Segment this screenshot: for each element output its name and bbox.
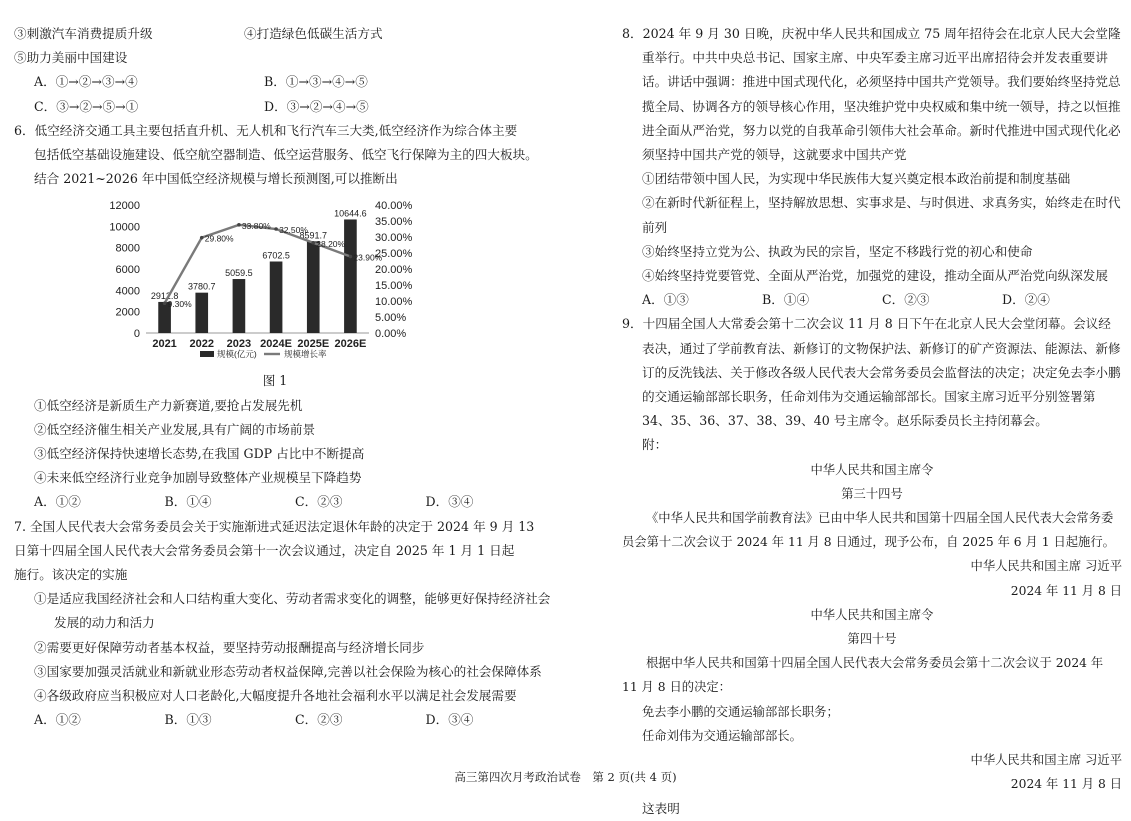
q6-item: ③低空经济保持快速增长态势,在我国 GDP 占比中不断提高 [34,446,365,462]
y-right-tick-label: 0.00% [375,328,407,341]
option: B．①④ [164,494,212,510]
bar-value-label: 2912.8 [150,291,179,302]
y-right-tick-label: 25.00% [375,248,413,261]
q5-item: ③刺激汽车消费提质升级 [14,26,153,41]
right-column [622,22,1122,821]
growth-rate-label: 9.30% [167,299,192,310]
decree-date: 2024 年 11 月 8 日 [1010,583,1122,598]
q5-item: ⑤助力美丽中国建设 [14,50,128,66]
y-left-tick-label: 0 [133,328,140,341]
y-left-tick-label: 12000 [109,200,140,213]
bar-value-label: 3780.7 [187,282,216,293]
q9-stem: 9．十四届全国人大常委会第十二次会议 11 月 8 日下午在北京人民大会堂闭幕。会议经表决，通过了学前教育法、新修订的文物保护法、新修订的矿产资源法、能源法、新修订的反洗钱法、关于修改各级人民代表大会常务委员会监督法的决定；决定免去李小鹏的交通运输部部长职务，任命刘伟为交通运输部部长。国家主席习近平分别签署第 34、35、36、37、38、39、40 号主席令。赵乐际委员长主持闭幕会。 [622,316,1121,429]
option: A．①→②→③→④ [34,74,138,90]
option: C．②③ [882,292,930,308]
growth-rate-point [163,302,167,306]
growth-rate-label: 23.90% [353,252,383,263]
figure-caption: 图 1 [262,373,288,389]
growth-rate-point [311,241,315,245]
y-right-tick-label: 10.00% [375,296,413,309]
legend-bar-swatch [200,351,214,357]
q6-stem: 包括低空基础设施建设、低空航空器制造、低空运营服务、低空飞行保障为主的四大板块。 [34,147,538,163]
q7-options [14,708,556,732]
q8-item: ①团结带领中国人民，为实现中华民族伟大复兴奠定根本政治前提和制度基础 [642,171,1071,187]
x-tick-label: 2026E [334,338,367,351]
y-right-tick-label: 15.00% [375,280,413,293]
q8-item: ③始终坚持立党为公、执政为民的宗旨，坚定不移践行党的初心和使命 [642,243,1033,259]
bar-value-label: 8591.7 [299,230,328,241]
q7-item: ①是适应我国经济社会和人口结构重大变化、劳动者需求变化的调整，能够更好保持经济社会发展的动力和活力 [34,591,551,631]
decree-number: 第四十号 [847,632,897,647]
q6-item: ②低空经济催生相关产业发展,具有广阔的市场前景 [34,421,316,437]
bar-value-label: 5059.5 [225,268,253,279]
q7-item: ②需要更好保障劳动者基本权益，要坚持劳动报酬提高与经济增长同步 [34,639,425,655]
x-tick-label: 2025E [297,338,330,351]
y-right-tick-label: 30.00% [375,232,413,245]
decree-title: 中华人民共和国主席令 [810,462,934,477]
option: C．②③ [295,494,343,510]
q9-tail: 这表明 [642,800,680,816]
decree-34 [622,458,1122,603]
legend-bar-label: 规模(亿元) [217,349,257,360]
q6-item: ④未来低空经济行业竞争加剧导致整体产业规模呈下降趋势 [34,470,362,486]
decree-date: 2024 年 11 月 8 日 [1010,777,1122,792]
q6-stem: 6．低空经济交通工具主要包括直升机、无人机和飞行汽车三大类,低空经济作为综合体主要 [14,122,518,138]
chart-container [94,191,439,369]
option: B．①→③→④→⑤ [264,74,368,90]
bar-scale [270,262,283,333]
decree-number: 第三十四号 [841,486,903,501]
q8-item: ②在新时代新征程上，坚持解放思想、实事求是、与时俱进、求真务实，始终走在时代前列 [642,195,1121,235]
attachment-label: 附： [642,437,668,453]
growth-rate-point [237,223,241,227]
bar-value-label: 6702.5 [262,250,290,261]
q7-item: ④各级政府应当积极应对人口老龄化,大幅度提升各地社会福利水平以满足社会发展需要 [34,688,517,704]
q7-stem: 7. 全国人民代表大会常务委员会关于实施渐进式延迟法定退休年龄的决定于 2024 年 9 月 13 [14,518,535,534]
q6-options [14,490,556,514]
bar-scale [344,220,357,334]
option: A．①② [34,712,81,728]
q5-options [14,95,556,119]
page-footer: 高三第四次月考政治试卷 第 2 页(共 4 页) [454,770,677,784]
q5-items-row [14,22,556,46]
decree-line: 免去李小鹏的交通运输部部长职务； [642,704,839,719]
option: C．②③ [295,712,343,728]
decree-body: 根据中华人民共和国第十四届全国人民代表大会常务委员会第十二次会议于 2024 年 11 月 8 日的决定： [622,656,1104,695]
y-left-tick-label: 8000 [115,243,140,256]
q5-options [14,70,556,94]
q8-stem: 8．2024 年 9 月 30 日晚，庆祝中华人民共和国成立 75 周年招待会在北京人民大会堂隆重举行。中共中央总书记、国家主席、中央军委主席习近平出席招待会并发表重要讲话。讲话中强调：推进中国式现代化，必须坚持中国共产党领导。我们要始终坚持党总揽全局、协调各方的领导核心作用，坚决维护党中央权威和集中统一领导，持之以恒推进全面从严治党，努力以党的自我革命引领伟大社会革命。新时代推进中国式现代化必须坚持中国共产党的领导，这就要求中国共产党 [622,26,1121,163]
y-right-tick-label: 40.00% [375,200,413,213]
left-column [14,22,556,732]
option: B．①④ [762,292,810,308]
legend-line-label: 规模增长率 [284,349,327,360]
x-tick-label: 2024E [260,338,292,351]
q8-options [622,288,1122,312]
q6-item: ①低空经济是新质生产力新赛道,要抢占发展先机 [34,397,303,413]
growth-rate-label: 32.50% [279,225,308,236]
y-left-tick-label: 6000 [115,264,140,277]
option: B．①③ [164,712,212,728]
y-left-tick-label: 2000 [115,307,140,320]
option: D．③④ [425,712,474,728]
option: A．①② [34,494,81,510]
y-right-tick-label: 35.00% [375,216,413,229]
growth-rate-label: 29.80% [204,234,234,245]
bar-scale [233,279,246,333]
q8-item: ④始终坚持党要管党、全面从严治党，加强党的建设，推动全面从严治党向纵深发展 [642,268,1108,284]
y-left-tick-label: 10000 [109,221,140,234]
decree-line: 任命刘伟为交通运输部部长。 [642,728,802,743]
decree-title: 中华人民共和国主席令 [810,607,934,622]
decree-40 [622,603,1122,797]
bar-value-label: 10644.6 [334,208,367,219]
option: C．③→②→⑤→① [34,98,139,114]
growth-rate-point [349,255,353,259]
growth-rate-point [200,236,204,240]
option: D．③④ [425,494,474,510]
q7-item: ③国家要加强灵活就业和新就业形态劳动者权益保障,完善以社会保险为核心的社会保障体系 [34,663,542,679]
growth-rate-label: 28.20% [316,239,346,250]
bar-scale [307,242,320,334]
growth-rate-label: 33.80% [241,221,271,232]
x-tick-label: 2022 [189,338,214,351]
y-right-tick-label: 20.00% [375,264,413,277]
decree-signer: 中华人民共和国主席 习近平 [970,559,1122,574]
q5-item: ④打造绿色低碳生活方式 [244,26,383,41]
low-altitude-economy-chart [94,191,439,369]
x-tick-label: 2021 [152,338,177,351]
x-tick-label: 2023 [226,338,252,351]
option: A．①③ [642,292,689,308]
q6-stem: 结合 2021~2026 年中国低空经济规模与增长预测图,可以推断出 [34,171,398,187]
option: D．③→②→④→⑤ [264,98,369,114]
y-left-tick-label: 4000 [115,285,140,298]
q7-stem: 施行。该决定的实施 [14,567,128,583]
option: D．②④ [1002,292,1050,308]
bar-scale [195,293,208,333]
y-right-tick-label: 5.00% [375,312,407,325]
decree-body: 《中华人民共和国学前教育法》已由中华人民共和国第十四届全国人民代表大会常务委员会第十二次会议于 2024 年 11 月 8 日通过，现予公布，自 2025 年 6 月 1 日起施行。 [622,511,1115,550]
q7-stem: 日第十四届全国人民代表大会常务委员会第十一次会议通过，决定自 2025 年 1 月 1 日起 [14,542,515,558]
decree-signer: 中华人民共和国主席 习近平 [970,753,1122,768]
growth-rate-point [274,228,278,232]
